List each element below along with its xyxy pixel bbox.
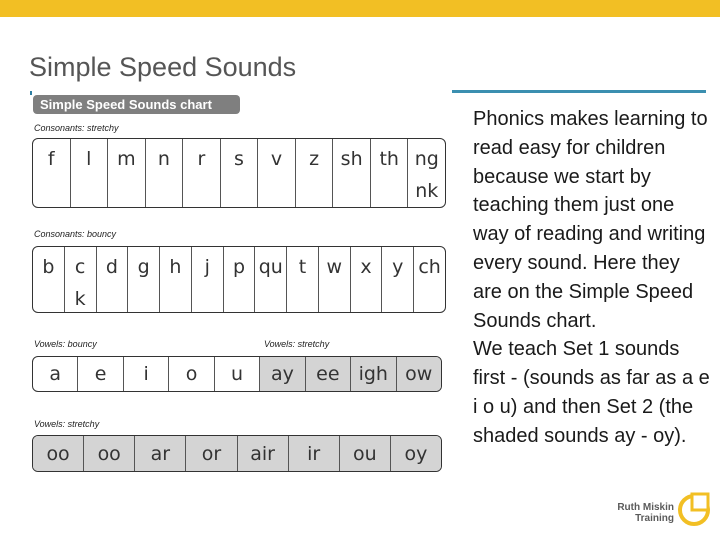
sound-cell	[33, 247, 65, 312]
sound-grapheme: z	[309, 148, 320, 170]
sound-grapheme: h	[169, 256, 182, 278]
top-accent-bar	[0, 0, 720, 17]
sound-cell-shaded	[84, 436, 135, 471]
sound-grapheme: j	[204, 256, 210, 278]
sound-cell-shaded	[260, 357, 305, 391]
sound-cell	[287, 247, 319, 312]
sound-grapheme: ay	[270, 363, 294, 385]
text-divider-rule	[452, 90, 706, 93]
sound-cell	[408, 139, 445, 207]
sound-grapheme: air	[250, 442, 275, 465]
sound-cell	[333, 139, 371, 207]
sound-cell	[65, 247, 97, 312]
vowels-row	[32, 356, 442, 392]
sound-grapheme: g	[137, 256, 150, 278]
sound-cell-shaded	[186, 436, 237, 471]
sound-cell	[128, 247, 160, 312]
sound-cell	[371, 139, 409, 207]
sound-cell-shaded	[33, 436, 84, 471]
sound-cell-shaded	[340, 436, 391, 471]
sound-grapheme: v	[270, 148, 283, 170]
sound-cell-shaded	[135, 436, 186, 471]
sound-grapheme: oy	[404, 442, 428, 465]
consonants-bouncy-label: Consonants: bouncy	[34, 229, 117, 239]
consonants-bouncy-row	[32, 246, 446, 313]
sound-grapheme: s	[234, 148, 244, 170]
sound-cell	[215, 357, 260, 391]
sound-cell-shaded	[391, 436, 441, 471]
sound-grapheme: x	[360, 256, 372, 278]
sound-grapheme: ng	[414, 148, 439, 170]
sound-cell	[169, 357, 214, 391]
sound-cell-shaded	[351, 357, 396, 391]
sound-cell-shaded	[238, 436, 289, 471]
consonants-stretchy-row	[32, 138, 446, 208]
chart-title: Simple Speed Sounds chart	[33, 95, 240, 114]
sound-grapheme: oo	[97, 442, 121, 465]
vowels-stretchy2-label: Vowels: stretchy	[34, 419, 100, 429]
logo-icon	[676, 492, 712, 528]
body-paragraph: Phonics makes learning to read easy for children because we start by teaching them just one way of reading and writing every sound. Here they are on the Simple Speed Sounds chart.	[473, 108, 708, 332]
sound-grapheme: o	[185, 363, 198, 385]
sound-cell	[258, 139, 296, 207]
sound-grapheme: or	[201, 442, 222, 465]
sound-cell	[221, 139, 259, 207]
sound-cell	[192, 247, 224, 312]
sound-grapheme: ee	[316, 363, 340, 385]
sound-cell	[146, 139, 184, 207]
sound-cell-shaded	[306, 357, 351, 391]
sound-grapheme: y	[392, 256, 404, 278]
sound-grapheme: b	[42, 256, 55, 278]
sound-cell-shaded	[397, 357, 441, 391]
vowels-bouncy-label: Vowels: bouncy	[34, 339, 97, 349]
sound-cell	[78, 357, 123, 391]
sound-cell	[71, 139, 109, 207]
sound-cell	[97, 247, 129, 312]
sound-cell	[124, 357, 169, 391]
sound-cell-shaded	[289, 436, 340, 471]
sound-grapheme: w	[326, 256, 343, 278]
sound-grapheme: t	[298, 256, 307, 278]
sound-grapheme: c	[74, 256, 86, 278]
sound-grapheme: r	[197, 148, 206, 170]
sound-grapheme: ir	[307, 442, 321, 465]
sound-grapheme: qu	[258, 256, 283, 278]
sound-grapheme: d	[105, 256, 118, 278]
sound-cell	[255, 247, 287, 312]
logo-wordmark	[612, 502, 674, 524]
sound-grapheme: nk	[415, 180, 439, 202]
sound-grapheme: ow	[405, 363, 433, 385]
consonants-stretchy-label: Consonants: stretchy	[34, 123, 119, 133]
sound-grapheme: oo	[46, 442, 70, 465]
sound-grapheme: l	[86, 148, 92, 170]
sound-cell	[382, 247, 414, 312]
sound-grapheme: f	[47, 148, 55, 170]
sound-cell	[224, 247, 256, 312]
sound-grapheme: i	[143, 363, 149, 385]
sound-cell	[296, 139, 334, 207]
sound-cell	[319, 247, 351, 312]
sound-cell	[183, 139, 221, 207]
vowels-stretchy-label: Vowels: stretchy	[264, 339, 330, 349]
sound-grapheme: m	[117, 148, 136, 170]
sound-cell	[414, 247, 445, 312]
sound-grapheme: n	[157, 148, 170, 170]
sound-cell	[33, 357, 78, 391]
sound-grapheme: igh	[358, 363, 388, 385]
title-rule	[30, 91, 32, 95]
logo-line: Ruth Miskin	[617, 502, 674, 513]
vowels-stretchy-row	[32, 435, 442, 472]
sound-grapheme: a	[49, 363, 62, 385]
sound-grapheme: ch	[418, 256, 441, 278]
sound-grapheme: u	[230, 363, 243, 385]
sound-grapheme: ar	[150, 442, 171, 465]
logo-line: Training	[635, 513, 674, 524]
sound-cell	[33, 139, 71, 207]
body-text	[473, 105, 713, 451]
sound-grapheme: p	[232, 256, 245, 278]
sound-cell	[351, 247, 383, 312]
sound-grapheme: ou	[352, 442, 377, 465]
sound-cell	[160, 247, 192, 312]
sound-grapheme: th	[379, 148, 399, 170]
sound-grapheme: e	[94, 363, 107, 385]
sound-grapheme: k	[74, 288, 86, 310]
body-paragraph: We teach Set 1 sounds first - (sounds as far as a e i o u) and then Set 2 (the shaded sounds ay - oy).	[473, 338, 710, 447]
slide-title: Simple Speed Sounds	[29, 52, 297, 82]
sound-cell	[108, 139, 146, 207]
sound-grapheme: sh	[340, 148, 363, 170]
